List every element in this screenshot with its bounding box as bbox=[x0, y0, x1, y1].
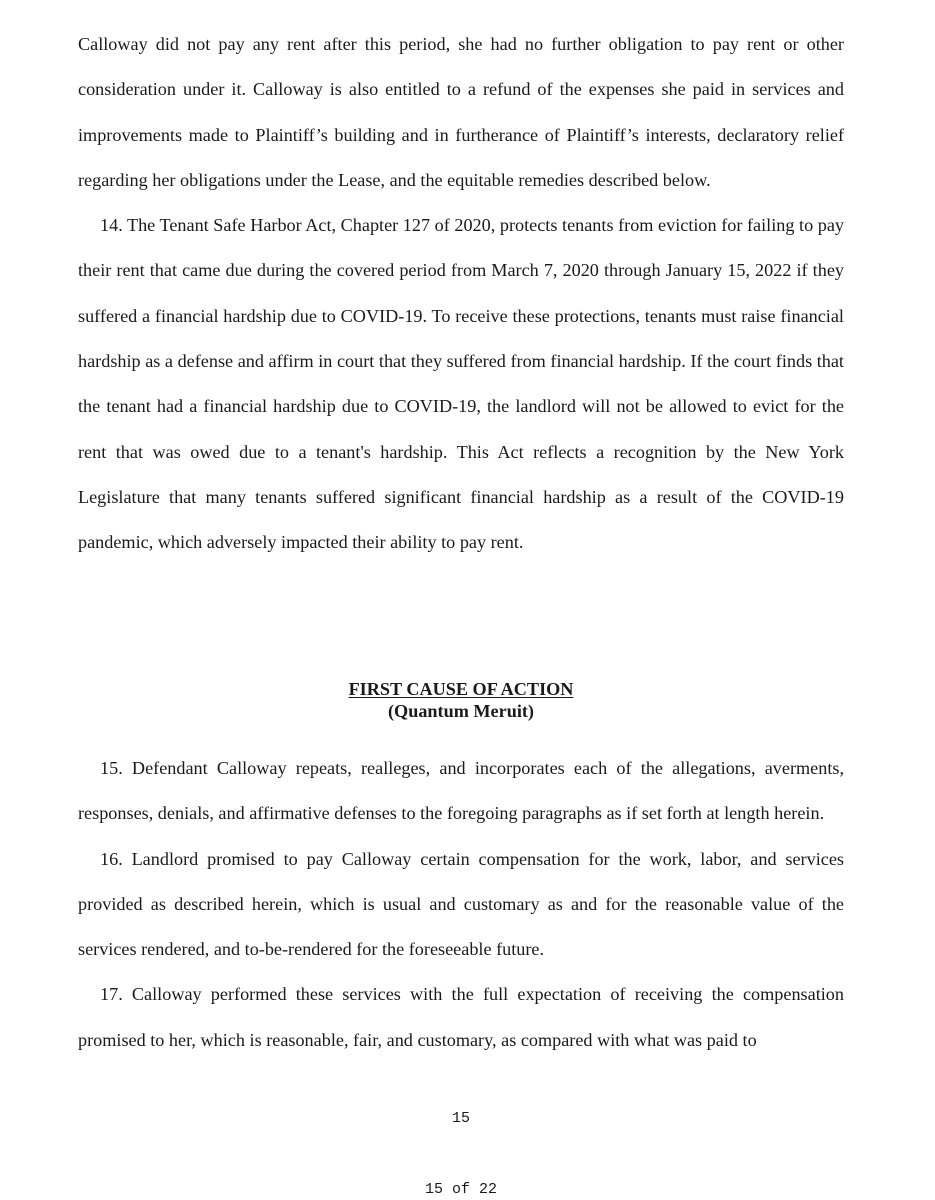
page-count-footer: 15 of 22 bbox=[424, 1181, 497, 1198]
section-subheading: (Quantum Meruit) bbox=[388, 701, 534, 721]
body-text-top bbox=[78, 22, 844, 566]
section-heading: FIRST CAUSE OF ACTION bbox=[348, 679, 574, 699]
paragraph-16: 16. Landlord promised to pay Calloway certain compensation for the work, labor, and services provided as described herein, which is usual and customary as and for the reasonable value of the services rendered, and to-be-rendered for the foreseeable future. bbox=[78, 848, 844, 960]
paragraph-17: 17. Calloway performed these services with the full expectation of receiving the compensation promised to her, which is reasonable, fair, and customary, as compared with what was paid to bbox=[78, 984, 844, 1050]
body-text-bottom bbox=[78, 746, 844, 1063]
paragraph-continuation: Calloway did not pay any rent after this period, she had no further obligation to pay rent or other consideration under it. Calloway is also entitled to a refund of the expenses she paid in services and improvements made to Plaintiff’s building and in furtherance of Plaintiff’s interests, declaratory relief regarding her obligations under the Lease, and the equitable remedies described below. bbox=[78, 34, 844, 190]
paragraph-15: 15. Defendant Calloway repeats, realleges, and incorporates each of the allegations, averments, responses, denials, and affirmative defenses to the foregoing paragraphs as if set forth at length herein. bbox=[78, 758, 844, 824]
paragraph-14: 14. The Tenant Safe Harbor Act, Chapter 127 of 2020, protects tenants from eviction for failing to pay their rent that came due during the covered period from March 7, 2020 through January 15, 2022 if they suffered a financial hardship due to COVID-19. To receive these protections, tenants must raise financial hardship as a defense and affirm in court that they suffered from financial hardship. If the court finds that the tenant had a financial hardship due to COVID-19, the landlord will not be allowed to evict for the rent that was owed due to a tenant's hardship. This Act reflects a recognition by the New York Legislature that many tenants suffered significant financial hardship as a result of the COVID-19 pandemic, which adversely impacted their ability to pay rent. bbox=[78, 215, 844, 553]
page-number: 15 bbox=[451, 1110, 470, 1127]
